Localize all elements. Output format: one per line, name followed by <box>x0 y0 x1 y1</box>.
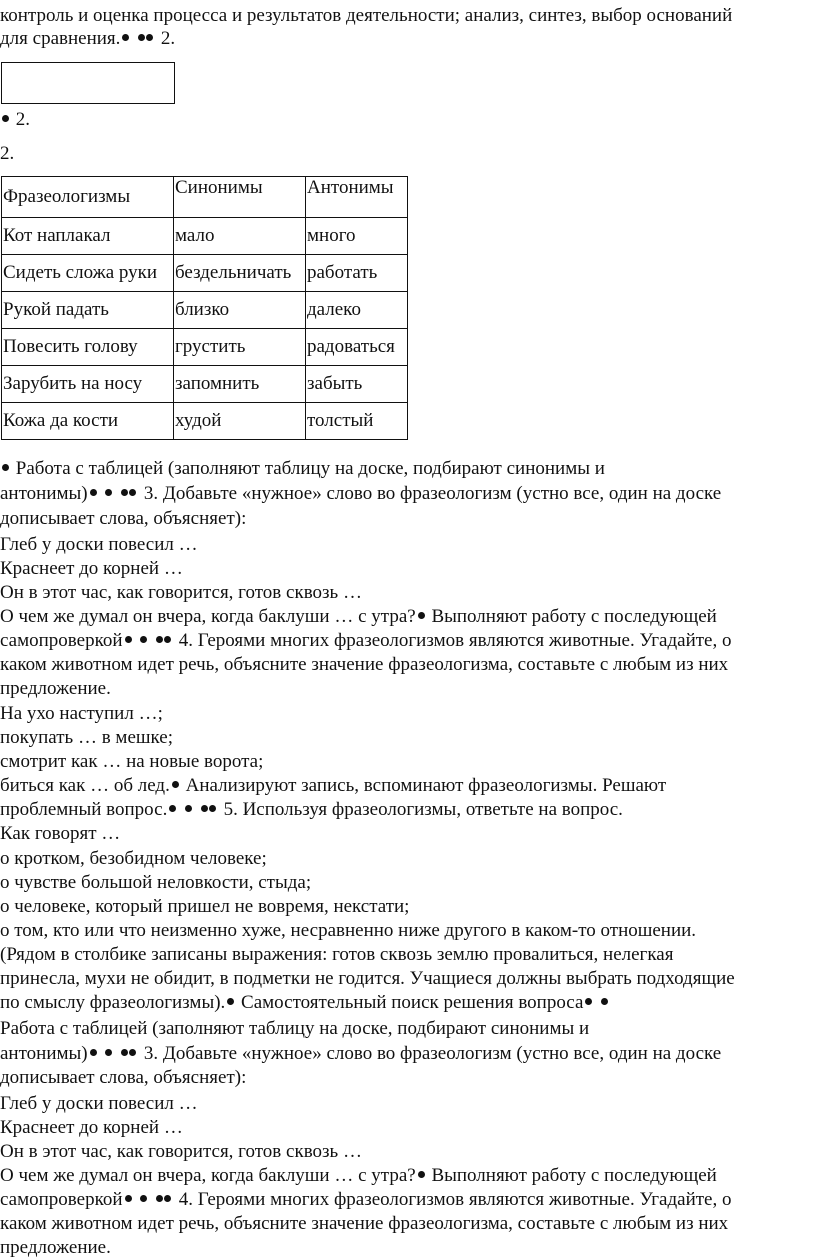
bullet-icon <box>122 34 129 41</box>
table-cell: работать <box>306 255 408 292</box>
double-bullet-icon <box>156 636 172 643</box>
table-cell: забыть <box>306 366 408 403</box>
table-row <box>2 366 408 403</box>
table-cell: Кожа да кости <box>2 403 174 440</box>
text-line: Работа с таблицей (заполняют таблицу на доске, подбирают синонимы и <box>0 457 605 480</box>
text-line: Краснеет до корней … <box>0 558 183 579</box>
text-line: (Рядом в столбике записаны выражения: готов сквозь землю провалиться, нелегкая <box>0 944 674 965</box>
text-line: На ухо наступил …; <box>0 703 163 724</box>
table-cell: грустить <box>174 329 306 366</box>
table-header-row <box>2 177 408 218</box>
bullet-icon <box>418 1171 425 1178</box>
text-line: антонимы) 3. Добавьте «нужное» слово во фразеологизм (устно все, один на доске <box>0 483 722 504</box>
text-line: каком животном идет речь, объясните значение фразеологизма, составьте с любым из них <box>0 1213 729 1234</box>
table-cell: близко <box>174 292 306 329</box>
text-line: антонимы) 3. Добавьте «нужное» слово во фразеологизм (устно все, один на доске <box>0 1043 722 1064</box>
bullet-icon <box>90 489 97 496</box>
table-cell: мало <box>174 218 306 255</box>
table-cell: много <box>306 218 408 255</box>
bullet-icon <box>585 998 592 1005</box>
table-cell: запомнить <box>174 366 306 403</box>
bullet-icon <box>125 1195 132 1202</box>
bullet-icon <box>601 998 608 1005</box>
table-row <box>2 255 408 292</box>
table-cell: далеко <box>306 292 408 329</box>
text-line: Краснеет до корней … <box>0 1117 183 1138</box>
text-line: по смыслу фразеологизмы). Самостоятельный поиск решения вопроса <box>0 991 610 1014</box>
table-cell: Сидеть сложа руки <box>2 255 174 292</box>
text-line: предложение. <box>0 1237 111 1258</box>
bullet-icon <box>105 1049 112 1056</box>
bullet-icon <box>125 636 132 643</box>
text-line: самопроверкой 4. Героями многих фразеологизмов являются животные. Угадайте, о <box>0 630 732 651</box>
text-line: О чем же думал он вчера, когда баклуши … с утра? Выполняют работу с последующей <box>0 606 717 627</box>
text-line: 2. <box>0 143 15 164</box>
text-line: каком животном идет речь, объясните значение фразеологизма, составьте с любым из них <box>0 654 729 675</box>
table-cell: Рукой падать <box>2 292 174 329</box>
table-row <box>2 403 408 440</box>
text-line: Как говорят … <box>0 823 121 844</box>
text-line: предложение. <box>0 678 111 699</box>
table-header-cell: Синонимы <box>174 177 306 218</box>
text-line: О чем же думал он вчера, когда баклуши … с утра? Выполняют работу с последующей <box>0 1165 717 1186</box>
bullet-icon <box>169 805 176 812</box>
bullet-icon <box>172 781 179 788</box>
table-header-cell: Антонимы <box>306 177 408 218</box>
table-cell: Зарубить на носу <box>2 366 174 403</box>
text-line: Глеб у доски повесил … <box>0 1093 198 1114</box>
bullet-icon <box>2 115 9 122</box>
double-bullet-icon <box>156 1195 172 1202</box>
table-cell: толстый <box>306 403 408 440</box>
text-line: контроль и оценка процесса и результатов деятельности; анализ, синтез, выбор оснований <box>0 5 733 26</box>
double-bullet-icon <box>201 805 217 812</box>
phraseology-table <box>1 176 408 440</box>
table-cell: радоваться <box>306 329 408 366</box>
text-line: о человеке, который пришел не вовремя, некстати; <box>0 896 410 917</box>
double-bullet-icon <box>121 489 137 496</box>
text-line: для сравнения. 2. <box>0 28 176 49</box>
text-line: Работа с таблицей (заполняют таблицу на доске, подбирают синонимы и <box>0 1018 590 1039</box>
text-line: Глеб у доски повесил … <box>0 534 198 555</box>
text-line: о том, кто или что неизменно хуже, несравненно ниже другого в каком-то отношении. <box>0 920 697 941</box>
table-row <box>2 218 408 255</box>
table-cell: Кот наплакал <box>2 218 174 255</box>
text-line: самопроверкой 4. Героями многих фразеологизмов являются животные. Угадайте, о <box>0 1189 732 1210</box>
double-bullet-icon <box>121 1049 137 1056</box>
text-line: Он в этот час, как говорится, готов сквозь … <box>0 1141 362 1162</box>
text-line: о чувстве большой неловкости, стыда; <box>0 872 312 893</box>
bullet-icon <box>2 464 9 471</box>
table-cell: Повесить голову <box>2 329 174 366</box>
text-line: смотрит как … на новые ворота; <box>0 751 264 772</box>
bullet-icon <box>140 1195 147 1202</box>
bullet-icon <box>90 1049 97 1056</box>
text-line: биться как … об лед. Анализируют запись, вспоминают фразеологизмы. Решают <box>0 775 667 796</box>
double-bullet-icon <box>138 34 154 41</box>
table-cell: бездельничать <box>174 255 306 292</box>
bullet-icon <box>140 636 147 643</box>
table-row <box>2 292 408 329</box>
text-line: Он в этот час, как говорится, готов сквозь … <box>0 582 362 603</box>
text-line: принесла, мухи не обидит, в подметки не годится. Учащиеся должны выбрать подходящие <box>0 968 735 989</box>
text-line: покупать … в мешке; <box>0 727 173 748</box>
empty-frame <box>1 62 175 104</box>
table-row <box>2 329 408 366</box>
bullet-icon <box>418 612 425 619</box>
table-header-cell: Фразеологизмы <box>2 177 174 218</box>
bullet-icon <box>227 998 234 1005</box>
text-line: 2. <box>0 108 30 131</box>
text-line: о кротком, безобидном человеке; <box>0 848 267 869</box>
text-line: проблемный вопрос. 5. Используя фразеологизмы, ответьте на вопрос. <box>0 799 623 820</box>
bullet-icon <box>105 489 112 496</box>
table-cell: худой <box>174 403 306 440</box>
text-line: дописывает слова, объясняет): <box>0 508 247 529</box>
bullet-icon <box>185 805 192 812</box>
text-line: дописывает слова, объясняет): <box>0 1067 247 1088</box>
